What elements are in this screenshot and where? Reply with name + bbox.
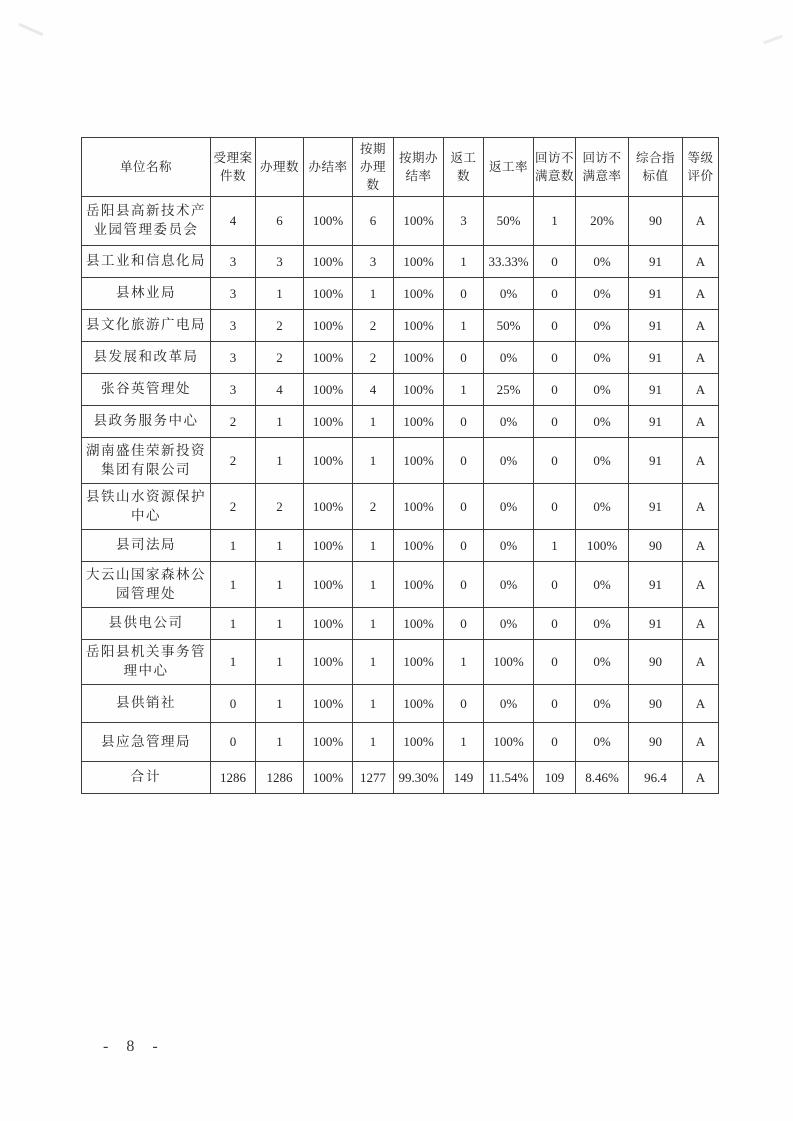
value-cell: 3 [353, 246, 394, 278]
column-header-7: 返工率 [484, 138, 534, 197]
value-cell: 1 [256, 723, 304, 762]
value-cell: 0 [534, 685, 576, 723]
value-cell: 1 [444, 723, 484, 762]
value-cell: 91 [629, 608, 683, 640]
value-cell: 1 [444, 310, 484, 342]
table-row [82, 406, 719, 438]
value-cell: A [683, 406, 719, 438]
value-cell: 0 [534, 342, 576, 374]
column-header-2: 办理数 [256, 138, 304, 197]
value-cell: 91 [629, 438, 683, 484]
value-cell: 0 [444, 530, 484, 562]
unit-name-cell: 县铁山水资源保护中心 [82, 484, 211, 530]
value-cell: 1 [444, 246, 484, 278]
value-cell: 1 [211, 530, 256, 562]
value-cell: 0 [534, 246, 576, 278]
table-row [82, 246, 719, 278]
unit-name-cell: 县供电公司 [82, 608, 211, 640]
value-cell: 149 [444, 762, 484, 794]
value-cell: 3 [256, 246, 304, 278]
value-cell: 0 [534, 608, 576, 640]
value-cell: A [683, 484, 719, 530]
value-cell: 0 [444, 278, 484, 310]
value-cell: 100% [484, 640, 534, 685]
unit-name-cell: 岳阳县机关事务管理中心 [82, 640, 211, 685]
value-cell: 1 [353, 278, 394, 310]
unit-name-cell: 县应急管理局 [82, 723, 211, 762]
value-cell: A [683, 197, 719, 246]
value-cell: 1 [256, 438, 304, 484]
value-cell: A [683, 608, 719, 640]
value-cell: 100% [304, 530, 353, 562]
unit-name-cell: 县文化旅游广电局 [82, 310, 211, 342]
value-cell: 0 [444, 484, 484, 530]
value-cell: 6 [256, 197, 304, 246]
value-cell: 1 [353, 530, 394, 562]
value-cell: 1 [256, 530, 304, 562]
value-cell: 0% [576, 278, 629, 310]
value-cell: 1 [256, 608, 304, 640]
unit-name-cell: 合计 [82, 762, 211, 794]
value-cell: 91 [629, 246, 683, 278]
value-cell: 100% [394, 608, 444, 640]
value-cell: 1277 [353, 762, 394, 794]
value-cell: 0% [576, 438, 629, 484]
value-cell: 0 [534, 640, 576, 685]
value-cell: 2 [353, 310, 394, 342]
value-cell: 0 [444, 562, 484, 608]
unit-name-cell: 县林业局 [82, 278, 211, 310]
column-header-6: 返工数 [444, 138, 484, 197]
value-cell: 100% [394, 484, 444, 530]
value-cell: 0 [534, 484, 576, 530]
value-cell: 100% [304, 246, 353, 278]
value-cell: A [683, 278, 719, 310]
value-cell: A [683, 762, 719, 794]
value-cell: 1 [534, 530, 576, 562]
column-header-4: 按期办理数 [353, 138, 394, 197]
table-row [82, 562, 719, 608]
value-cell: 0 [534, 374, 576, 406]
value-cell: 100% [394, 406, 444, 438]
unit-name-cell: 湖南盛佳荣新投资集团有限公司 [82, 438, 211, 484]
value-cell: 0 [444, 608, 484, 640]
value-cell: 90 [629, 197, 683, 246]
value-cell: 1286 [211, 762, 256, 794]
value-cell: 100% [394, 246, 444, 278]
value-cell: 1 [256, 640, 304, 685]
value-cell: 1 [256, 685, 304, 723]
table-body [82, 197, 719, 794]
value-cell: 1 [211, 562, 256, 608]
table-row [82, 278, 719, 310]
value-cell: 100% [304, 197, 353, 246]
value-cell: 100% [484, 723, 534, 762]
value-cell: 1 [353, 562, 394, 608]
column-header-0: 单位名称 [82, 138, 211, 197]
value-cell: 2 [256, 484, 304, 530]
value-cell: 2 [211, 406, 256, 438]
value-cell: 1 [256, 278, 304, 310]
value-cell: 100% [304, 406, 353, 438]
value-cell: 1 [211, 608, 256, 640]
value-cell: 33.33% [484, 246, 534, 278]
value-cell: 100% [304, 310, 353, 342]
table-row [82, 438, 719, 484]
value-cell: 4 [256, 374, 304, 406]
value-cell: 11.54% [484, 762, 534, 794]
table-row [82, 342, 719, 374]
value-cell: 96.4 [629, 762, 683, 794]
column-header-5: 按期办结率 [394, 138, 444, 197]
table-row [82, 374, 719, 406]
value-cell: A [683, 530, 719, 562]
value-cell: 0% [484, 406, 534, 438]
value-cell: 100% [304, 342, 353, 374]
value-cell: 100% [394, 723, 444, 762]
value-cell: 25% [484, 374, 534, 406]
value-cell: 100% [304, 723, 353, 762]
value-cell: 4 [353, 374, 394, 406]
value-cell: 0 [444, 342, 484, 374]
value-cell: 100% [304, 374, 353, 406]
value-cell: 0 [211, 723, 256, 762]
value-cell: A [683, 438, 719, 484]
unit-evaluation-table [81, 137, 719, 794]
value-cell: 1 [534, 197, 576, 246]
unit-name-cell: 县司法局 [82, 530, 211, 562]
value-cell: 99.30% [394, 762, 444, 794]
value-cell: 0% [576, 640, 629, 685]
value-cell: 1 [444, 640, 484, 685]
value-cell: 8.46% [576, 762, 629, 794]
value-cell: 100% [304, 278, 353, 310]
value-cell: 2 [211, 438, 256, 484]
value-cell: 50% [484, 310, 534, 342]
value-cell: 3 [444, 197, 484, 246]
value-cell: 3 [211, 310, 256, 342]
value-cell: 3 [211, 374, 256, 406]
value-cell: 0 [534, 310, 576, 342]
value-cell: 0 [534, 438, 576, 484]
value-cell: 1 [353, 608, 394, 640]
table-row [82, 310, 719, 342]
value-cell: 100% [394, 640, 444, 685]
value-cell: 100% [304, 640, 353, 685]
value-cell: 100% [394, 530, 444, 562]
value-cell: 1 [353, 723, 394, 762]
value-cell: 0 [534, 406, 576, 438]
value-cell: 2 [211, 484, 256, 530]
value-cell: 91 [629, 342, 683, 374]
value-cell: 1 [353, 438, 394, 484]
value-cell: 0% [576, 723, 629, 762]
value-cell: 100% [394, 438, 444, 484]
value-cell: 100% [394, 562, 444, 608]
value-cell: 90 [629, 723, 683, 762]
value-cell: 100% [304, 685, 353, 723]
scan-artifact [19, 23, 44, 36]
unit-name-cell: 县发展和改革局 [82, 342, 211, 374]
value-cell: A [683, 685, 719, 723]
value-cell: 0 [534, 723, 576, 762]
value-cell: 100% [394, 310, 444, 342]
value-cell: 3 [211, 246, 256, 278]
value-cell: 0% [576, 310, 629, 342]
value-cell: 1 [211, 640, 256, 685]
value-cell: 109 [534, 762, 576, 794]
column-header-8: 回访不满意数 [534, 138, 576, 197]
value-cell: 100% [394, 374, 444, 406]
value-cell: 4 [211, 197, 256, 246]
column-header-10: 综合指标值 [629, 138, 683, 197]
value-cell: 91 [629, 374, 683, 406]
value-cell: 0% [576, 406, 629, 438]
table-header-row [82, 138, 719, 197]
value-cell: 1 [353, 640, 394, 685]
scan-artifact [763, 35, 783, 45]
table-row [82, 484, 719, 530]
value-cell: 0 [444, 438, 484, 484]
table-row [82, 197, 719, 246]
value-cell: 100% [394, 342, 444, 374]
value-cell: 0% [576, 484, 629, 530]
value-cell: A [683, 640, 719, 685]
value-cell: 3 [211, 278, 256, 310]
table-row [82, 685, 719, 723]
value-cell: 0% [484, 342, 534, 374]
value-cell: 90 [629, 640, 683, 685]
table-row [82, 723, 719, 762]
value-cell: 0% [576, 342, 629, 374]
value-cell: A [683, 562, 719, 608]
value-cell: 91 [629, 406, 683, 438]
value-cell: 91 [629, 278, 683, 310]
value-cell: 6 [353, 197, 394, 246]
value-cell: 91 [629, 562, 683, 608]
value-cell: 2 [353, 484, 394, 530]
value-cell: A [683, 310, 719, 342]
unit-name-cell: 张谷英管理处 [82, 374, 211, 406]
column-header-9: 回访不满意率 [576, 138, 629, 197]
value-cell: 100% [576, 530, 629, 562]
value-cell: 0 [534, 562, 576, 608]
value-cell: 100% [304, 438, 353, 484]
value-cell: 100% [304, 608, 353, 640]
value-cell: 90 [629, 530, 683, 562]
value-cell: 50% [484, 197, 534, 246]
value-cell: 3 [211, 342, 256, 374]
value-cell: 0% [484, 438, 534, 484]
value-cell: 0% [484, 685, 534, 723]
value-cell: 0% [576, 562, 629, 608]
value-cell: A [683, 342, 719, 374]
value-cell: 0% [484, 484, 534, 530]
unit-name-cell: 大云山国家森林公园管理处 [82, 562, 211, 608]
table-head [82, 138, 719, 197]
value-cell: 0 [211, 685, 256, 723]
value-cell: 1 [353, 406, 394, 438]
value-cell: 100% [394, 685, 444, 723]
value-cell: A [683, 723, 719, 762]
value-cell: 100% [394, 197, 444, 246]
value-cell: A [683, 374, 719, 406]
value-cell: 1286 [256, 762, 304, 794]
value-cell: 1 [353, 685, 394, 723]
column-header-3: 办结率 [304, 138, 353, 197]
value-cell: 0% [576, 685, 629, 723]
table-row [82, 640, 719, 685]
value-cell: 20% [576, 197, 629, 246]
value-cell: 0% [484, 608, 534, 640]
value-cell: 0 [534, 278, 576, 310]
value-cell: 100% [304, 484, 353, 530]
value-cell: 2 [256, 342, 304, 374]
table-row [82, 530, 719, 562]
value-cell: 0% [576, 246, 629, 278]
value-cell: 1 [256, 406, 304, 438]
value-cell: 91 [629, 310, 683, 342]
value-cell: 0% [576, 608, 629, 640]
value-cell: 91 [629, 484, 683, 530]
value-cell: 2 [353, 342, 394, 374]
unit-name-cell: 县政务服务中心 [82, 406, 211, 438]
page-number: - 8 - [103, 1038, 165, 1055]
value-cell: 0% [576, 374, 629, 406]
value-cell: 100% [304, 762, 353, 794]
value-cell: 90 [629, 685, 683, 723]
value-cell: 1 [444, 374, 484, 406]
unit-name-cell: 县供销社 [82, 685, 211, 723]
unit-name-cell: 岳阳县高新技术产业园管理委员会 [82, 197, 211, 246]
table-row [82, 608, 719, 640]
unit-name-cell: 县工业和信息化局 [82, 246, 211, 278]
table-total-row [82, 762, 719, 794]
value-cell: 1 [256, 562, 304, 608]
column-header-11: 等级评价 [683, 138, 719, 197]
value-cell: 0 [444, 685, 484, 723]
value-cell: 0 [444, 406, 484, 438]
value-cell: 0% [484, 278, 534, 310]
column-header-1: 受理案件数 [211, 138, 256, 197]
value-cell: A [683, 246, 719, 278]
value-cell: 100% [394, 278, 444, 310]
value-cell: 0% [484, 562, 534, 608]
value-cell: 100% [304, 562, 353, 608]
value-cell: 0% [484, 530, 534, 562]
value-cell: 2 [256, 310, 304, 342]
